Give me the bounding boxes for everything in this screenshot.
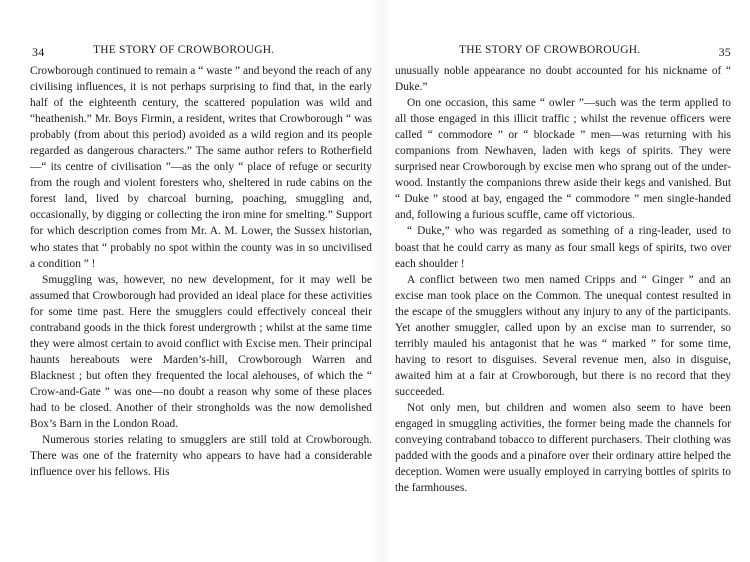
left-paragraph-1: Crowborough continued to remain a “ waste ” and beyond the reach of any civilising influences, it is not perhaps surprising to find that, in the early half of the eighteenth century, the scattered population was wild and “heathenish.” Mr. Boys Firmin, a resident, writes that Crowborough “ was probably (from about this period) avoided as a wild region and its people regarded as dangerous characters.” The same author refers to Rotherfield—“ its centre of civilisation ”—as the only “ place of refuge or security from the rough and violent foresters who, sheltered in rude cabins on the forest land, lived by charcoal burning, poaching, smuggling and, occasionally, by digging or collecting the iron mine for smelting.” Support for which description comes from Mr. A. M. Lower, the Sussex historian, who states that “ probably no spot within the county was in so uncivilised a condition ” ! <box>30 65 372 270</box>
left-running-head <box>30 44 372 62</box>
left-page-number: 34 <box>32 45 45 59</box>
right-paragraph-5: Not only men, but children and women also seem to have been engaged in smuggling activities, the former being made the channels for conveying contraband tobacco to different purchasers. Their clothing was padded with the goods and a pinafore over their ordinary attire helped the deception. Women were usually employed in carrying bottles of spirits to the farmhouses. <box>395 401 731 495</box>
left-running-title: THE STORY OF CROWBOROUGH. <box>93 44 275 56</box>
right-page-text <box>395 63 731 496</box>
right-page <box>395 0 731 562</box>
right-paragraph-1: unusually noble appearance no doubt accounted for his nickname of “ Duke.” <box>395 65 731 94</box>
left-paragraph-3: Numerous stories relating to smugglers are still told at Crowborough. There was one of the fraternity who appears to have had a considerable influence over his fellows. His <box>30 434 372 479</box>
right-page-number: 35 <box>718 45 731 59</box>
left-page <box>30 0 372 562</box>
right-paragraph-3: “ Duke,” who was regarded as something of a ring-leader, used to boast that he could carry as many as four small kegs of spirits, two over each shoulder ! <box>395 225 731 270</box>
book-gutter <box>372 0 392 562</box>
right-paragraph-2: On one occasion, this same “ owler ”—such was the term applied to all those engaged in this illicit traffic ; whilst the revenue officers were called “ commodore ” or “ blockade ” men—was returning with his companions from Newhaven, laden with kegs of spirits. They were surprised near Crowborough by excise men who sprang out of the under-wood. Instantly the companions threw aside their kegs and vanished. But “ Duke ” stood at bay, engaged the “ commodore ” men single-handed and, following a furious scuffle, came off victorious. <box>395 97 731 222</box>
right-running-head <box>395 44 731 62</box>
left-paragraph-2: Smuggling was, however, no new development, for it may well be assumed that Crowborough had provided an ideal place for these activities for some time past. Here the smugglers could effectively conceal their contraband goods in the thick forest undergrowth ; whilst at the same time they were almost certain to avoid conflict with Excise men. Their principal haunts hereabouts were Marden’s-hill, Crowborough Warren and Blacknest ; but often they frequented the local alehouses, of which the “ Crow-and-Gate ” was one—no doubt a reason why some of these places had to be closed. Another of their strongholds was the now demolished Box’s Barn in the London Road. <box>30 273 372 431</box>
right-running-title: THE STORY OF CROWBOROUGH. <box>459 44 641 56</box>
left-page-text <box>30 63 372 480</box>
right-paragraph-4: A conflict between two men named Cripps and “ Ginger ” and an excise man took place on the Common. The unequal contest resulted in the escape of the smugglers without any injury to any of the participants. Yet another smuggler, called upon by an excise man to surrender, so terribly mauled his antagonist that he was “ marked ” for some time, having to resort to disguises. Several revenue men, also in disguise, awaited him at a fair at Crowborough, but there is no record that they succeeded. <box>395 273 731 398</box>
